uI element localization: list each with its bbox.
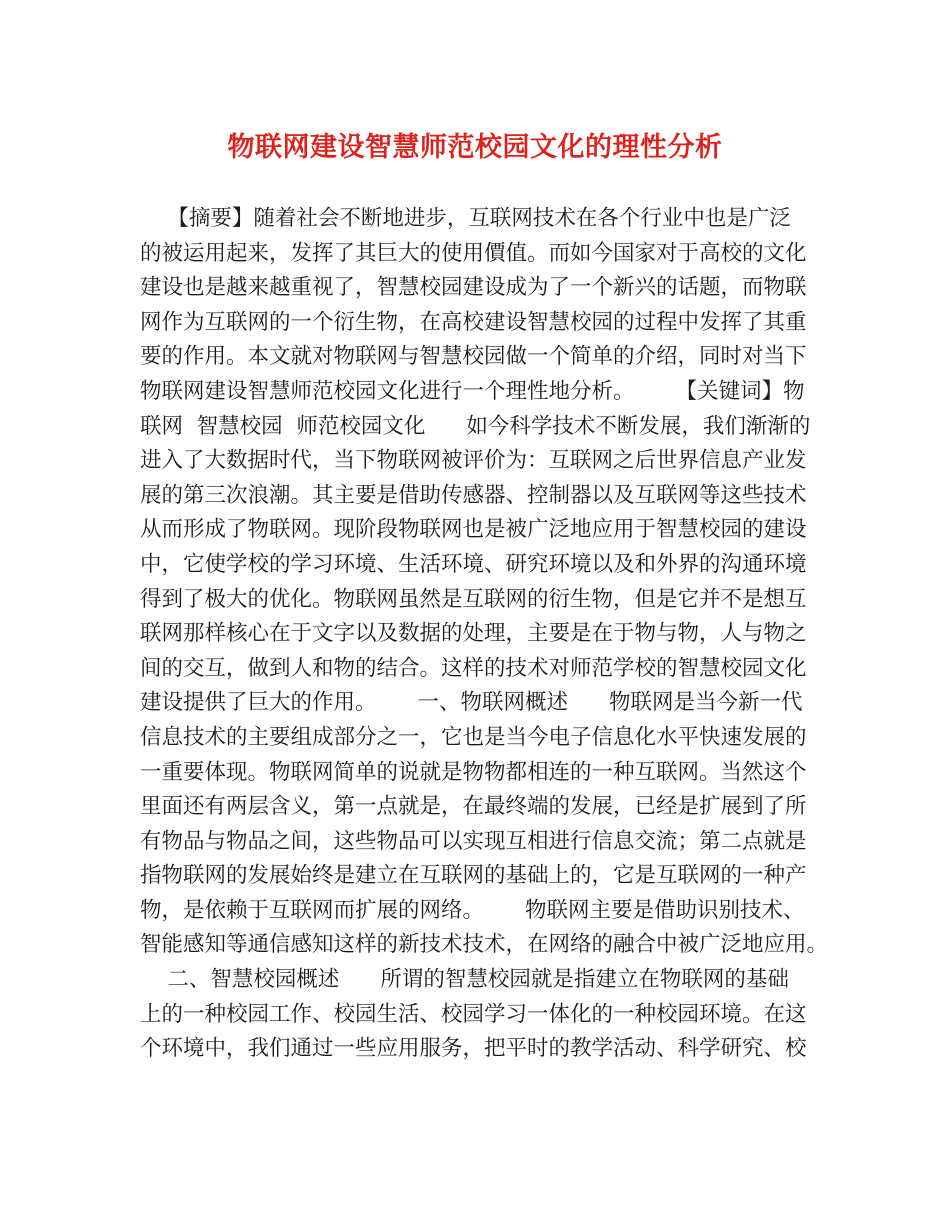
text-line: 展的第三次浪潮。其主要是借助传感器、控制器以及互联网等这些技术 <box>140 482 807 508</box>
text-line: 二、智慧校园概述 所谓的智慧校园就是指建立在物联网的基础 <box>140 967 789 993</box>
document-body <box>140 202 830 1067</box>
text-line: 上的一种校园工作、校园生活、校园学习一体化的一种校园环境。在这 <box>140 1001 807 1027</box>
text-line: 得到了极大的优化。物联网虽然是互联网的衍生物，但是它并不是想互 <box>140 586 807 612</box>
text-line: 间的交互，做到人和物的结合。这样的技术对师范学校的智慧校园文化 <box>140 655 807 681</box>
text-line: 联网 智慧校园 师范校园文化 如今科学技术不断发展，我们渐渐的 <box>140 413 811 439</box>
text-line: 要的作用。本文就对物联网与智慧校园做一个简单的介绍，同时对当下 <box>140 344 807 370</box>
text-line: 建设提供了巨大的作用。 一、物联网概述 物联网是当今新一代 <box>140 690 803 716</box>
text-line: 物，是依赖于互联网而扩展的网络。 物联网主要是借助识别技术、 <box>140 897 805 923</box>
text-line: 一重要体现。物联网简单的说就是物物都相连的一种互联网。当然这个 <box>140 759 807 785</box>
text-line: 智能感知等通信感知这样的新技术技术，在网络的融合中被广泛地应用。 <box>140 932 829 958</box>
text-line: 的被运用起来，发挥了其巨大的使用價值。而如今国家对于高校的文化 <box>140 240 807 266</box>
text-line: 【摘要】随着社会不断地进步，互联网技术在各个行业中也是广泛 <box>140 206 791 231</box>
text-line: 个环境中，我们通过一些应用服务，把平时的教学活动、科学研究、校 <box>140 1036 807 1062</box>
text-line: 从而形成了物联网。现阶段物联网也是被广泛地应用于智慧校园的建设 <box>140 517 807 543</box>
text-line: 指物联网的发展始终是建立在互联网的基础上的，它是互联网的一种产 <box>140 863 807 889</box>
text-line: 有物品与物品之间，这些物品可以实现互相进行信息交流；第二点就是 <box>140 828 807 854</box>
text-line: 物联网建设智慧师范校园文化进行一个理性地分析。 【关键词】物 <box>140 378 805 404</box>
text-line: 中，它使学校的学习环境、生活环境、研究环境以及和外界的沟通环境 <box>140 551 807 577</box>
text-line: 里面还有两层含义，第一点就是，在最终端的发展，已经是扩展到了所 <box>140 794 807 820</box>
text-line: 网作为互联网的一个衍生物，在高校建设智慧校园的过程中发挥了其重 <box>140 309 807 335</box>
text-line: 进入了大数据时代，当下物联网被评价为：互联网之后世界信息产业发 <box>140 448 807 474</box>
text-line: 联网那样核心在于文字以及数据的处理，主要是在于物与物，人与物之 <box>140 621 807 647</box>
text-line: 建设也是越来越重视了，智慧校园建设成为了一个新兴的话题，而物联 <box>140 275 807 301</box>
document-title: 物联网建设智慧师范校园文化的理性分析 <box>227 132 723 163</box>
text-line: 信息技术的主要组成部分之一，它也是当今电子信息化水平快速发展的 <box>140 724 807 750</box>
